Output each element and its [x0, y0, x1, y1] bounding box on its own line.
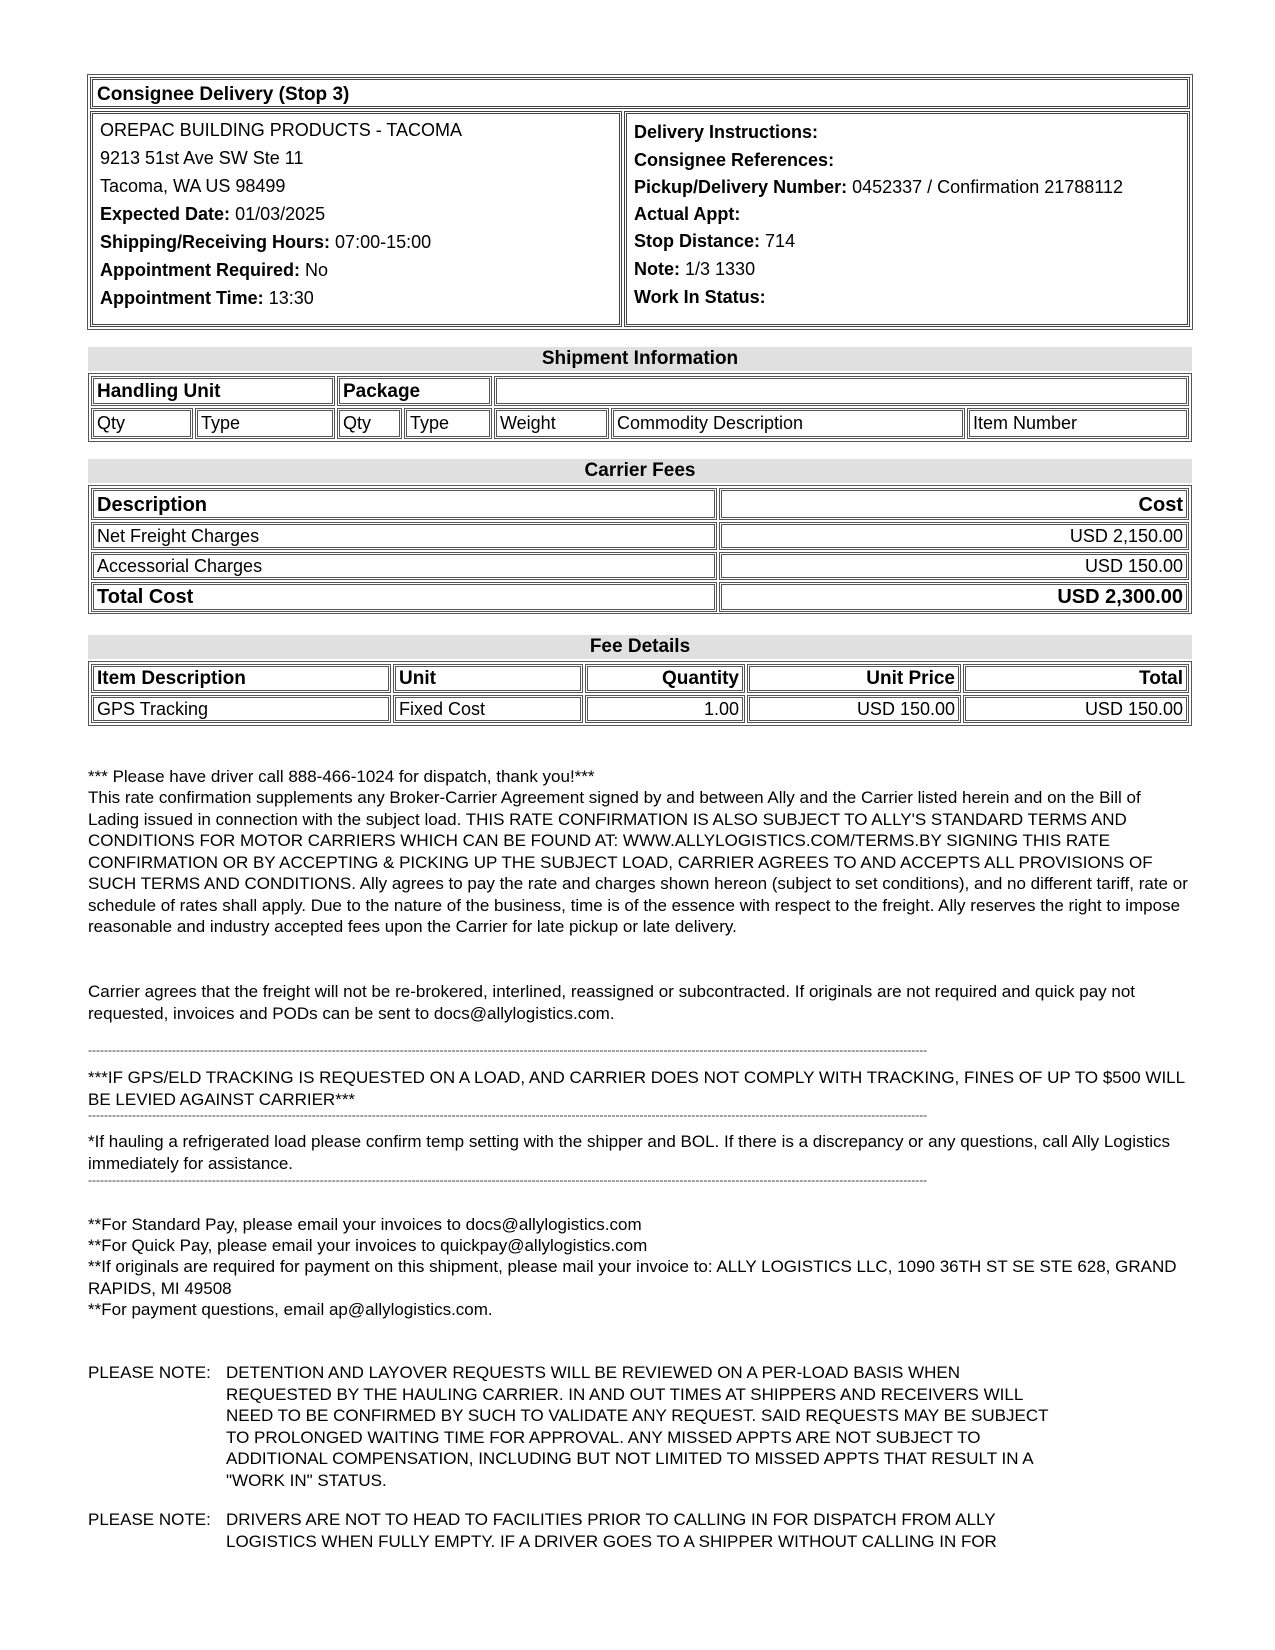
- stop-distance: [634, 231, 795, 252]
- work-in-status-label: Work In Status:: [634, 287, 766, 307]
- shipment-blank-header: [494, 376, 1189, 406]
- expected-date-value: 01/03/2025: [235, 204, 326, 224]
- col-commodity: Commodity Description: [611, 408, 965, 439]
- fd-header-quantity: Quantity: [585, 664, 745, 693]
- please-note-label: PLEASE NOTE:: [88, 1510, 211, 1529]
- pickup-delivery-number: [634, 177, 1123, 198]
- package-header: Package: [337, 376, 492, 406]
- fee-row-cost: USD 2,150.00: [719, 522, 1189, 550]
- originals-pay-note: **If originals are required for payment on this shipment, please mail your invoice to: ALLY LOGISTICS LLC, 1090 36TH ST SE STE 628, GRAND RAPIDS, MI 49508: [88, 1257, 1177, 1298]
- divider: ------------------------------------------------------------------------------------------------------------------------------------------------------------------------------------------------------------------: [88, 1044, 928, 1056]
- consignee-company: OREPAC BUILDING PRODUCTS - TACOMA: [100, 120, 463, 140]
- pickup-number-value: 0452337 / Confirmation 21788112: [852, 177, 1123, 197]
- total-cost-value: USD 2,300.00: [719, 582, 1189, 612]
- stop-distance-value: 714: [765, 231, 796, 251]
- col-pkg-type: Type: [404, 408, 492, 439]
- fd-cell-unit: Fixed Cost: [393, 695, 583, 723]
- rebroker-paragraph: Carrier agrees that the freight will not be re-brokered, interlined, reassigned or subcontracted. If originals are not required and quick pay not requested, invoices and PODs can be sent to docs@allylogistics.com.: [88, 982, 1136, 1023]
- fee-row-desc: Accessorial Charges: [91, 552, 717, 580]
- total-cost-label: Total Cost: [91, 582, 717, 612]
- consignee-address1: 9213 51st Ave SW Ste 11: [100, 148, 304, 168]
- appt-required-value: No: [305, 260, 329, 280]
- hours-value: 07:00-15:00: [335, 232, 432, 252]
- appt-time-value: 13:30: [268, 288, 314, 308]
- col-hu-type: Type: [195, 408, 335, 439]
- fd-cell-unit-price: USD 150.00: [747, 695, 961, 723]
- receiving-hours: [100, 232, 431, 253]
- fd-header-unit-price: Unit Price: [747, 664, 961, 693]
- consignee-address2: Tacoma, WA US 98499: [100, 176, 286, 196]
- consignee-right-panel: [624, 111, 1190, 327]
- standard-pay-note: **For Standard Pay, please email your invoices to docs@allylogistics.com: [88, 1215, 642, 1234]
- consignee-header: [90, 77, 1190, 109]
- divider: ------------------------------------------------------------------------------------------------------------------------------------------------------------------------------------------------------------------: [88, 1174, 928, 1186]
- reefer-note: *If hauling a refrigerated load please confirm temp setting with the shipper and BOL. If there is a discrepancy or any questions, call Ally Logistics immediately for assistance.: [88, 1132, 1170, 1173]
- col-pkg-qty: Qty: [337, 408, 402, 439]
- fd-cell-total: USD 150.00: [963, 695, 1189, 723]
- dispatch-call-note: DRIVERS ARE NOT TO HEAD TO FACILITIES PRIOR TO CALLING IN FOR DISPATCH FROM ALLY LOGISTICS WHEN FULLY EMPTY. IF A DRIVER GOES TO A SHIPPER WITHOUT CALLING IN FOR: [226, 1510, 997, 1551]
- stop-note: [634, 259, 755, 280]
- gps-warning: ***IF GPS/ELD TRACKING IS REQUESTED ON A LOAD, AND CARRIER DOES NOT COMPLY WITH TRACKING, FINES OF UP TO $500 WILL BE LEVIED AGAINST CARRIER***: [88, 1068, 1185, 1109]
- appt-required-label: Appointment Required:: [100, 260, 300, 280]
- stop-distance-label: Stop Distance:: [634, 231, 761, 251]
- col-hu-qty: Qty: [91, 408, 193, 439]
- fee-details-title: Fee Details: [88, 635, 1192, 659]
- shipment-table: [88, 373, 1192, 442]
- please-note-label: PLEASE NOTE:: [88, 1363, 211, 1382]
- fee-row-cost: USD 150.00: [719, 552, 1189, 580]
- fd-cell-item: GPS Tracking: [91, 695, 391, 723]
- dispatch-note: *** Please have driver call 888-466-1024 for dispatch, thank you!***: [88, 767, 595, 786]
- appointment-time: [100, 288, 314, 309]
- appointment-required: [100, 260, 328, 281]
- appt-time-label: Appointment Time:: [100, 288, 264, 308]
- consignee-section: [87, 74, 1193, 330]
- fd-cell-quantity: 1.00: [585, 695, 745, 723]
- terms-paragraph: This rate confirmation supplements any Broker-Carrier Agreement signed by and between Ally and the Carrier listed herein and on the Bill of Lading issued in connection with the subject load. THIS RATE CONFIRMATION IS ALSO SUBJECT TO ALLY'S STANDARD TERMS AND CONDITIONS FOR MOTOR CARRIERS WHICH CAN BE FOUND AT: WWW.ALLYLOGISTICS.COM/TERMS.BY SIGNING THIS RATE CONFIRMATION OR BY ACCEPTING & PICKING UP THE SUBJECT LOAD, CARRIER AGREES TO AND ACCEPTS ALL PROVISIONS OF SUCH TERMS AND CONDITIONS. Ally agrees to pay the rate and charges shown hereon (subject to set conditions), and no different tariff, rate or schedule of rates shall apply. Due to the nature of the business, time is of the essence with respect to the freight. Ally reserves the right to impose reasonable and industry accepted fees upon the Carrier for late pickup or late delivery.: [88, 788, 1188, 936]
- divider: ------------------------------------------------------------------------------------------------------------------------------------------------------------------------------------------------------------------: [88, 1109, 928, 1121]
- fd-header-total: Total: [963, 664, 1189, 693]
- payment-questions-note: **For payment questions, email ap@allylogistics.com.: [88, 1300, 493, 1319]
- handling-unit-header: Handling Unit: [91, 376, 335, 406]
- delivery-instructions-label: Delivery Instructions:: [634, 122, 819, 142]
- note-value: 1/3 1330: [685, 259, 756, 279]
- fee-desc-header: Description: [91, 488, 717, 520]
- carrier-fees-title: Carrier Fees: [88, 459, 1192, 483]
- quick-pay-note: **For Quick Pay, please email your invoices to quickpay@allylogistics.com: [88, 1236, 648, 1255]
- detention-note: DETENTION AND LAYOVER REQUESTS WILL BE REVIEWED ON A PER-LOAD BASIS WHEN REQUESTED BY THE HAULING CARRIER. IN AND OUT TIMES AT SHIPPERS AND RECEIVERS WILL NEED TO BE CONFIRMED BY SUCH TO VALIDATE ANY REQUEST. SAID REQUESTS MAY BE SUBJECT TO PROLONGED WAITING TIME FOR APPROVAL. ANY MISSED APPTS ARE NOT SUBJECT TO ADDITIONAL COMPENSATION, INCLUDING BUT NOT LIMITED TO MISSED APPTS THAT RESULT IN A "WORK IN" STATUS.: [226, 1363, 1049, 1490]
- carrier-fees-table: [88, 485, 1192, 614]
- consignee-refs-label: Consignee References:: [634, 150, 835, 170]
- note-label: Note:: [634, 259, 680, 279]
- pickup-number-label: Pickup/Delivery Number:: [634, 177, 848, 197]
- col-item-number: Item Number: [967, 408, 1189, 439]
- fee-cost-header: Cost: [719, 488, 1189, 520]
- consignee-title: Consignee Delivery (Stop 3): [97, 84, 350, 105]
- expected-date-label: Expected Date:: [100, 204, 231, 224]
- fee-row-desc: Net Freight Charges: [91, 522, 717, 550]
- fd-header-item: Item Description: [91, 664, 391, 693]
- actual-appt-label: Actual Appt:: [634, 204, 741, 224]
- fd-header-unit: Unit: [393, 664, 583, 693]
- col-weight: Weight: [494, 408, 609, 439]
- expected-date: [100, 204, 325, 225]
- fee-details-table: [88, 661, 1192, 726]
- consignee-left-panel: [90, 111, 622, 327]
- shipment-info-title: Shipment Information: [88, 347, 1192, 371]
- hours-label: Shipping/Receiving Hours:: [100, 232, 331, 252]
